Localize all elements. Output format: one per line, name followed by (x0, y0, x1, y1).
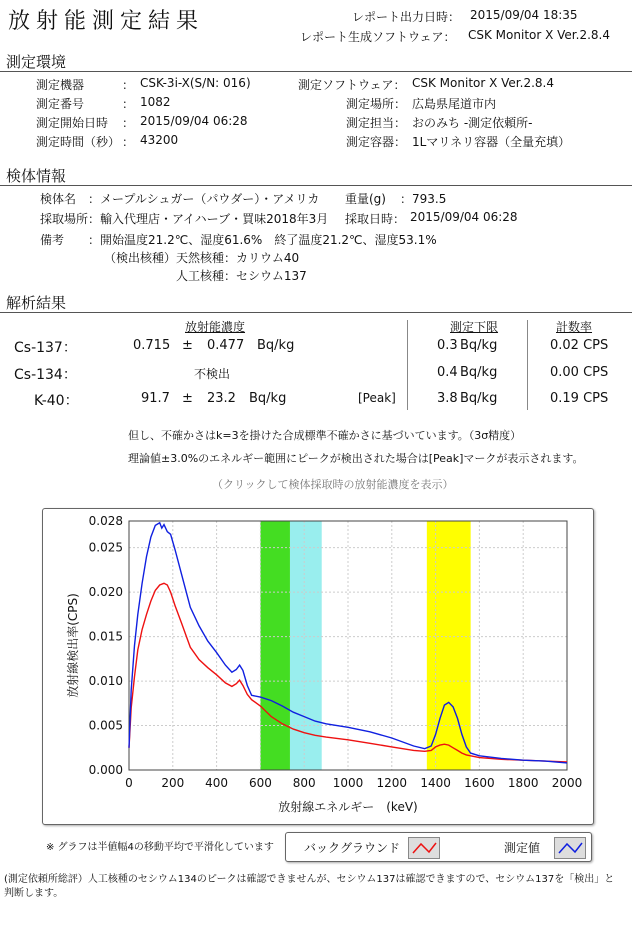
y-tick-label: 0.005 (88, 718, 123, 733)
software-label: レポート生成ソフトウェア： (300, 30, 456, 44)
x-tick-label: 800 (292, 776, 316, 790)
y-tick-label: 0.020 (88, 585, 123, 600)
click-hint-link[interactable]: （クリックして検体採取時の放射能濃度を表示） (212, 478, 454, 491)
nuclide-name: K-40： (34, 393, 79, 409)
sample-name-label: 検体名 (40, 192, 77, 206)
container-label: 測定容器： (346, 135, 407, 149)
not-detected: 不検出 (194, 367, 231, 381)
sample-heading: 検体情報 (6, 167, 67, 185)
chart-legend (285, 832, 592, 862)
weight-label: 重量(g) (345, 192, 386, 206)
peak-note: 理論値±3.0%のエネルギー範囲にピークが検出された場合は[Peak]マークが表示されます。 (128, 452, 584, 465)
x-tick-label: 1000 (332, 776, 364, 790)
natural-nuclide: （検出核種）天然核種：カリウム40 (104, 251, 300, 265)
conc-error: 0.477 (207, 338, 245, 353)
x-tick-label: 1600 (464, 776, 495, 790)
y-tick-label: 0.015 (88, 629, 123, 644)
plus-minus: ± (182, 338, 193, 353)
limit-unit: Bq/kg (460, 365, 498, 380)
plus-minus: ± (182, 391, 193, 406)
start-value: 2015/09/04 06:28 (140, 114, 248, 128)
y-tick-label: 0.010 (88, 674, 123, 689)
report-time: 2015/09/04 18:35 (470, 8, 578, 22)
number-label: 測定番号 (36, 97, 85, 111)
sw-label: 測定ソフトウェア： (298, 78, 406, 92)
sample-name: ：メープルシュガー（パウダー）・アメリカ (88, 192, 320, 206)
col-concentration: 放射能濃度 (185, 320, 246, 334)
colon: ： (122, 116, 135, 130)
legend-bg-icon (408, 837, 440, 859)
env-divider (0, 71, 632, 72)
sw-value: CSK Monitor X Ver.2.8.4 (412, 76, 554, 90)
conc-error: 23.2 (207, 391, 236, 406)
conc-unit: Bq/kg (257, 338, 295, 353)
limit-value: 3.8 (437, 391, 458, 406)
x-tick-label: 0 (125, 776, 133, 790)
note-value: ：開始温度21.2℃、湿度61.6% 終了温度21.2℃、湿度53.1% (88, 233, 437, 247)
y-tick-label: 0.025 (88, 540, 123, 555)
nuclide-name: Cs-137： (14, 340, 77, 356)
conc-unit: Bq/kg (249, 391, 287, 406)
number-value: 1082 (140, 95, 171, 109)
energy-band (427, 521, 471, 770)
colon: ： (122, 135, 135, 149)
colon: ： (122, 97, 135, 111)
report-time-label: レポート出力日時： (352, 10, 461, 24)
env-heading: 測定環境 (6, 53, 67, 71)
peak-flag: [Peak] (358, 391, 396, 405)
nuclide-name: Cs-134： (14, 367, 77, 383)
sample-date: 2015/09/04 06:28 (410, 210, 518, 224)
col-cps: 計数率 (556, 320, 593, 334)
legend-meas-label: 測定値 (504, 841, 541, 855)
place-value: 広島県尾道市内 (412, 97, 497, 111)
energy-band (260, 521, 290, 770)
place-label: 測定場所： (346, 97, 407, 111)
sample-divider (0, 185, 632, 186)
duration-value: 43200 (140, 133, 179, 147)
conc-value: 0.715 (133, 338, 171, 353)
x-axis-label: 放射線エネルギー (keV) (278, 800, 418, 814)
device-label: 測定機器 (36, 78, 85, 92)
col-limit: 測定下限 (450, 320, 499, 334)
note-label: 備考 (40, 233, 65, 247)
x-tick-label: 600 (248, 776, 272, 790)
chart-note: ※ グラフは半値幅4の移動平均で平滑化しています (46, 842, 274, 853)
page-title: 放射能測定結果 (8, 9, 205, 34)
limit-unit: Bq/kg (460, 338, 498, 353)
spectrum-chart-svg (43, 509, 593, 824)
limit-value: 0.4 (437, 365, 458, 380)
container-value: 1Lマリネリ容器（全量充填） (412, 135, 571, 149)
column-divider (527, 320, 528, 410)
column-divider (407, 320, 408, 410)
origin-label: 採取場所 (40, 212, 89, 226)
x-tick-label: 1200 (376, 776, 408, 790)
x-tick-label: 200 (161, 776, 185, 790)
results-heading: 解析結果 (6, 294, 67, 312)
footer-comment-line1: (測定依頼所総評）人工核種のセシウム134のピークは確認できませんが、セシウム137は確認できますので、セシウム137を「検出」と (4, 874, 615, 885)
x-tick-label: 1400 (420, 776, 451, 790)
limit-unit: Bq/kg (460, 391, 498, 406)
x-tick-label: 400 (205, 776, 229, 790)
sample-date-label: 採取日時： (345, 212, 406, 226)
x-tick-label: 1800 (507, 776, 539, 790)
footer-comment-line2: 判断します。 (4, 888, 64, 899)
legend-bg-label: バックグラウンド (304, 841, 401, 855)
y-tick-label: 0.028 (88, 514, 123, 528)
staff-label: 測定担当： (346, 116, 407, 130)
cps-value: 0.19 CPS (550, 391, 609, 406)
spectrum-chart[interactable] (42, 508, 594, 825)
y-tick-label: 0.000 (88, 763, 123, 777)
conc-value: 91.7 (141, 391, 170, 406)
limit-value: 0.3 (437, 338, 458, 353)
results-divider (0, 312, 632, 313)
uncertainty-note: 但し、不確かさはk=3を掛けた合成標準不確かさに基づいています。（3σ精度） (128, 429, 522, 442)
cps-value: 0.02 CPS (550, 338, 609, 353)
origin-value: ：輸入代理店・アイハーブ・買味2018年3月 (88, 212, 329, 226)
staff-value: おのみち -測定依頼所- (412, 116, 533, 130)
cps-value: 0.00 CPS (550, 365, 609, 380)
weight-value: ：793.5 (400, 192, 447, 206)
software: CSK Monitor X Ver.2.8.4 (468, 28, 610, 42)
legend-meas-icon (554, 837, 586, 859)
artificial-nuclide: 人工核種：セシウム137 (176, 269, 307, 283)
duration-label: 測定時間（秒） (36, 135, 121, 149)
colon: ： (122, 78, 135, 92)
start-label: 測定開始日時 (36, 116, 109, 130)
x-tick-label: 2000 (551, 776, 583, 790)
device-value: CSK-3i-X(S/N: 016) (140, 76, 251, 90)
y-axis-label: 放射線検出率(CPS) (66, 593, 80, 698)
